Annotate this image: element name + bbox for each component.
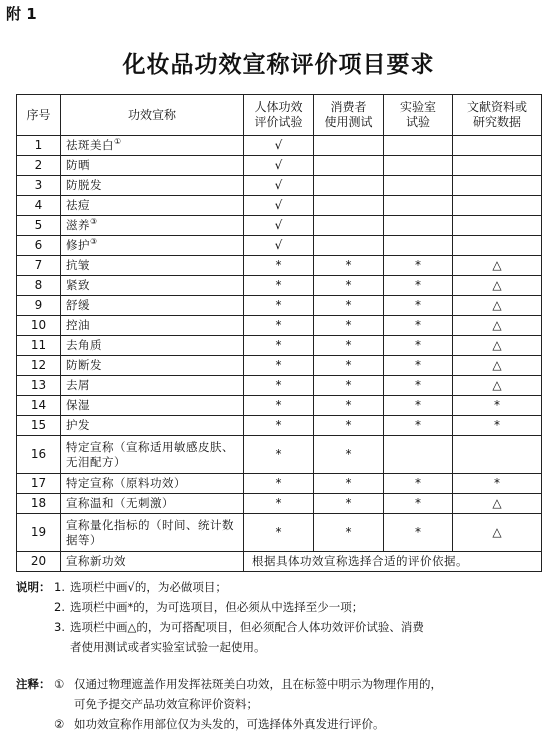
header-seq: 序号 — [17, 95, 61, 136]
table-row: 5 滋养③ √ — [17, 216, 542, 236]
table-row: 11 去角质 * * * △ — [17, 336, 542, 356]
header-literature: 文献资料或 研究数据 — [453, 95, 542, 136]
table-row: 19 宣称量化指标的（时间、统计数据等） * * * △ — [17, 514, 542, 552]
header-claim: 功效宣称 — [61, 95, 244, 136]
annotations-section: 注释： ① 仅通过物理遮盖作用发挥祛斑美白功效，且在标签中明示为物理作用的， 可免予提交产品功效宣称评价资料； ② 如功效宣称作用部位仅为头发的，可选择体外真发进行评价。 — [16, 674, 546, 734]
table-row: 10 控油 * * * △ — [17, 316, 542, 336]
table-row: 15 护发 * * * * — [17, 416, 542, 436]
notes-label: 说明： — [16, 580, 51, 594]
table-row: 9 舒缓 * * * △ — [17, 296, 542, 316]
table-row: 13 去屑 * * * △ — [17, 376, 542, 396]
table-row: 16 特定宣称（宣称适用敏感皮肤、无泪配方） * * — [17, 436, 542, 474]
annotations-label: 注释： — [16, 677, 51, 691]
notes-section: 说明： 1. 选项栏中画√的，为必做项目； 2. 选项栏中画*的，为可选项目，但必须从中选择至少一项； 3. 选项栏中画△的，为可搭配项目，但必须配合人体功效评价试验、消费 者使用测试或者实验室试验一起使用。 — [16, 577, 546, 657]
row20-note: 根据具体功效宣称选择合适的评价依据。 — [244, 552, 542, 572]
header-consumer: 消费者 使用测试 — [314, 95, 384, 136]
table-row: 6 修护③ √ — [17, 236, 542, 256]
appendix-label: 附 1 — [6, 5, 37, 23]
annotation-item: 如功效宣称作用部位仅为头发的，可选择体外真发进行评价。 — [74, 717, 385, 731]
table-row: 12 防断发 * * * △ — [17, 356, 542, 376]
table-row: 4 祛痘 √ — [17, 196, 542, 216]
page-title: 化妆品功效宣称评价项目要求 — [122, 52, 435, 78]
annotation-item: 仅通过物理遮盖作用发挥祛斑美白功效，且在标签中明示为物理作用的， — [74, 677, 442, 691]
header-human: 人体功效 评价试验 — [244, 95, 314, 136]
requirements-table — [16, 94, 542, 572]
note-item: 选项栏中画√的，为必做项目； — [70, 580, 227, 594]
table-row: 20 宣称新功效 根据具体功效宣称选择合适的评价依据。 — [17, 552, 542, 572]
table-row: 18 宣称温和（无刺激） * * * △ — [17, 494, 542, 514]
table-header-row — [17, 95, 542, 136]
table-row: 17 特定宣称（原料功效） * * * * — [17, 474, 542, 494]
note-item: 选项栏中画*的，为可选项目，但必须从中选择至少一项； — [70, 600, 364, 614]
table-row: 14 保湿 * * * * — [17, 396, 542, 416]
table-row: 1 祛斑美白① √ — [17, 136, 542, 156]
note-continuation: 者使用测试或者实验室试验一起使用。 — [70, 640, 266, 654]
table-row: 8 紧致 * * * △ — [17, 276, 542, 296]
table-row: 2 防晒 √ — [17, 156, 542, 176]
table-row: 3 防脱发 √ — [17, 176, 542, 196]
header-lab: 实验室 试验 — [384, 95, 453, 136]
table-row: 7 抗皱 * * * △ — [17, 256, 542, 276]
note-item: 选项栏中画△的，为可搭配项目，但必须配合人体功效评价试验、消费 — [70, 620, 424, 634]
annotation-continuation: 可免予提交产品功效宣称评价资料； — [74, 697, 258, 711]
